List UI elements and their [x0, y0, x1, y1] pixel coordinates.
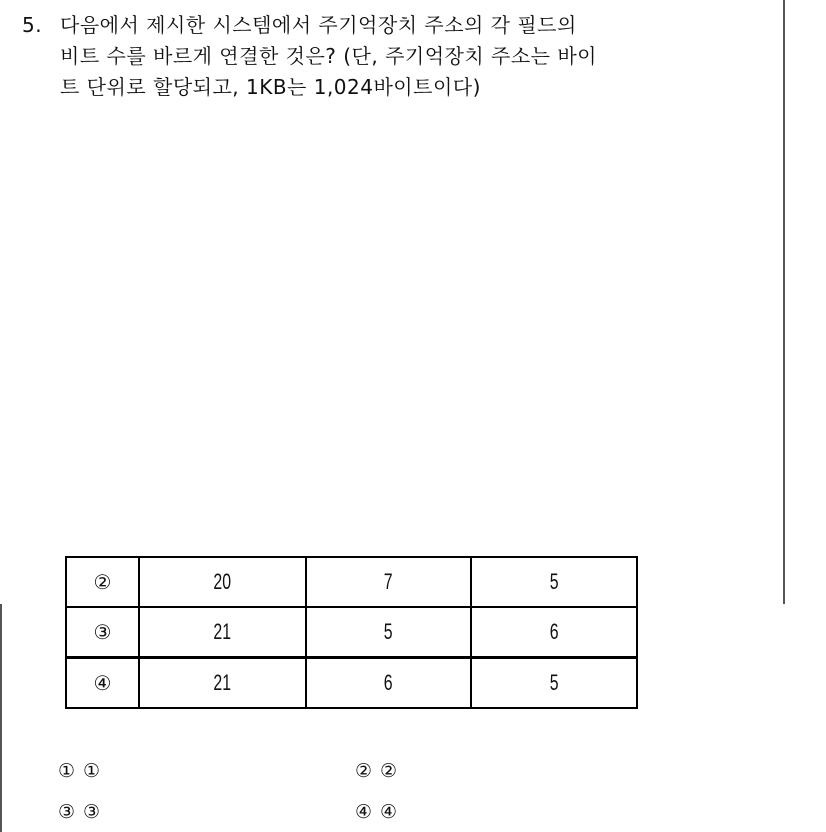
table-cell — [139, 658, 306, 709]
row-label: ③ — [93, 620, 112, 644]
option-1[interactable] — [58, 760, 100, 782]
column-divider-left — [0, 604, 2, 832]
option-3[interactable] — [58, 801, 100, 823]
row-label-cell — [66, 557, 139, 607]
question-number: 5. — [22, 13, 43, 37]
table-row — [66, 557, 637, 607]
question-line-1 — [22, 10, 772, 41]
row-label-cell — [66, 607, 139, 658]
answer-table — [65, 556, 638, 709]
question-block — [22, 10, 772, 103]
table-cell — [306, 557, 471, 607]
option-3-mark: ③ — [58, 801, 76, 823]
cell-value: 21 — [213, 619, 232, 644]
option-2-text: ② — [380, 760, 398, 782]
option-2[interactable] — [355, 760, 397, 782]
question-text-line-3: 트 단위로 할당되고, 1KB는 1,024바이트이다) — [60, 75, 481, 99]
table-cell — [306, 658, 471, 709]
option-3-text: ③ — [83, 801, 101, 823]
table-cell — [471, 607, 637, 658]
option-1-text: ① — [83, 760, 101, 782]
table-row — [66, 658, 637, 709]
row-label-cell — [66, 658, 139, 709]
table-cell — [471, 658, 637, 709]
row-label: ② — [93, 570, 112, 594]
table-row — [66, 607, 637, 658]
option-2-mark: ② — [355, 760, 373, 782]
column-divider-right — [783, 0, 785, 604]
table-cell — [139, 607, 306, 658]
option-1-mark: ① — [58, 760, 76, 782]
row-label: ④ — [93, 671, 112, 695]
cell-value: 7 — [384, 569, 393, 594]
option-4-mark: ④ — [355, 801, 373, 823]
table-cell — [139, 557, 306, 607]
option-4-text: ④ — [380, 801, 398, 823]
cell-value: 21 — [213, 670, 232, 695]
option-4[interactable] — [355, 801, 397, 823]
cell-value: 5 — [549, 569, 559, 594]
table-cell — [471, 557, 637, 607]
table-cell — [306, 607, 471, 658]
answer-table-viewport — [60, 569, 650, 744]
cell-value: 5 — [549, 670, 559, 695]
cell-value: 6 — [384, 670, 393, 695]
question-text-line-2: 비트 수를 바르게 연결한 것은? (단, 주기억장치 주소는 바이 — [60, 44, 597, 68]
cell-value: 5 — [384, 619, 393, 644]
question-text-line-1: 다음에서 제시한 시스템에서 주기억장치 주소의 각 필드의 — [60, 13, 577, 37]
cell-value: 20 — [213, 569, 232, 594]
cell-value: 6 — [549, 619, 559, 644]
